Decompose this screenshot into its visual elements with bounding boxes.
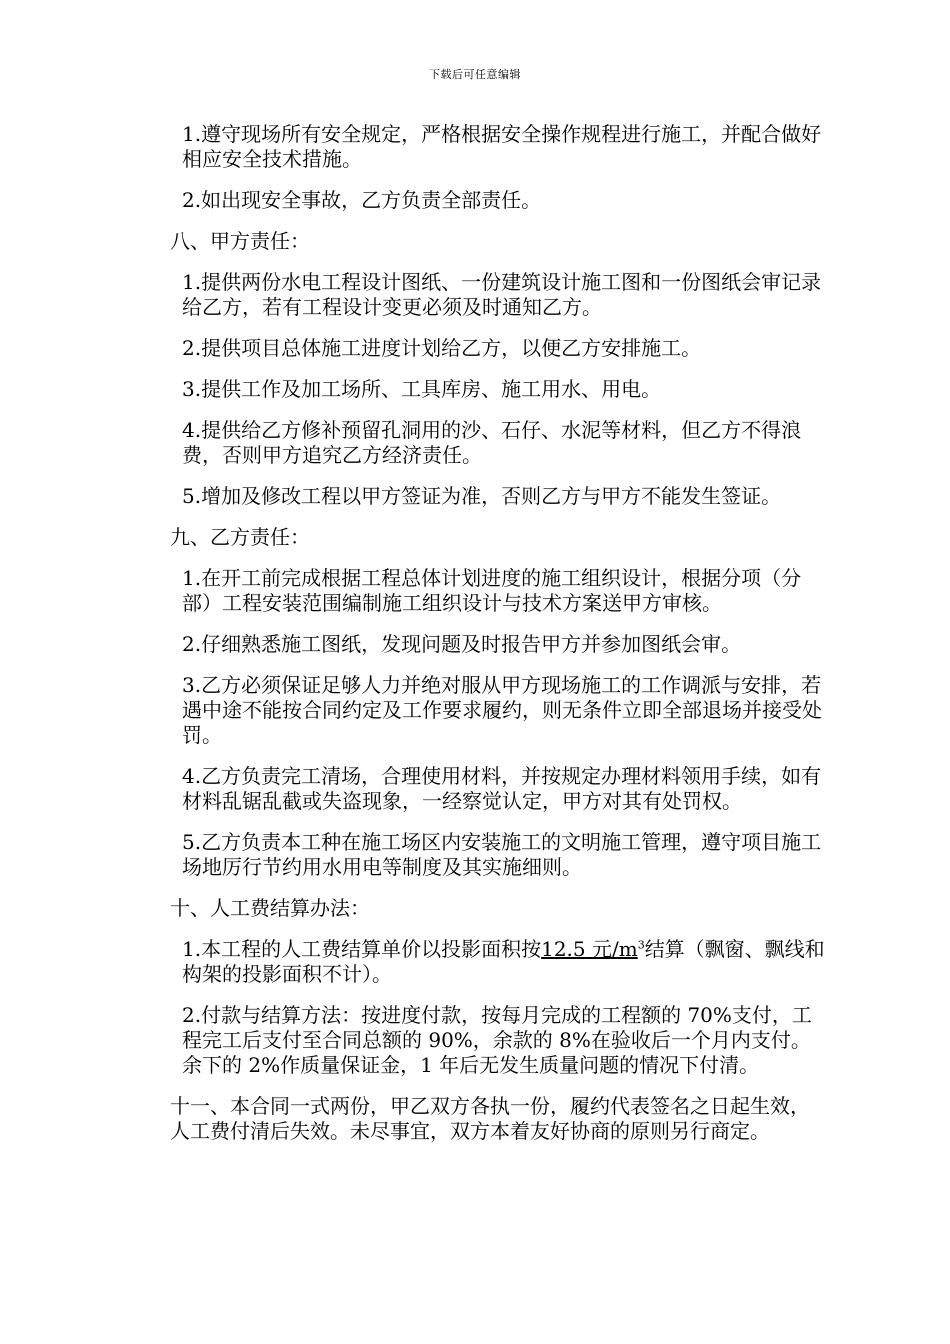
paragraph-party-a-2: 2.提供项目总体施工进度计划给乙方，以便乙方安排施工。 — [182, 336, 702, 360]
paragraph-settlement-1 — [170, 937, 825, 987]
paragraph-party-b-3: 3.乙方必须保证足够人力并绝对服从甲方现场施工的工作调派与安排，若遇中途不能按合同约定及工作要求履约，则无条件立即全部退场并接受处罚。 — [182, 673, 822, 747]
contract-body — [170, 122, 825, 1160]
paragraph-party-a-4: 4.提供给乙方修补预留孔洞用的沙、石仔、水泥等材料，但乙方不得浪费，否则甲方追究乙方经济责任。 — [182, 418, 802, 467]
paragraph-party-b-1: 1.在开工前完成根据工程总体计划进度的施工组织设计，根据分项（分部）工程安装范围编制施工组织设计与技术方案送甲方审核。 — [182, 566, 802, 615]
paragraph-party-a-3: 3.提供工作及加工场所、工具库房、施工用水、用电。 — [182, 377, 662, 401]
unit-price-number: 12.5 — [541, 937, 586, 961]
unit-price-value — [541, 937, 638, 961]
paragraph-party-b-2: 2.仔细熟悉施工图纸，发现问题及时报告甲方并参加图纸会审。 — [182, 632, 742, 656]
unit-price-unit: 元/m — [591, 937, 638, 961]
paragraph-contract-copies: 十一、本合同一式两份，甲乙双方各执一份，履约代表签名之日起生效，人工费付清后失效。未尽事宜，双方本着友好协商的原则另行商定。 — [170, 1094, 810, 1143]
settlement-text-post: 结算（飘窗、飘线和构架的投影面积不计）。 — [182, 937, 825, 986]
paragraph-party-b-5: 5.乙方负责本工种在施工场区内安装施工的文明施工管理，遵守项目施工场地厉行节约用水用电等制度及其实施细则。 — [182, 830, 822, 879]
settlement-text-pre: 1.本工程的人工费结算单价以投影面积按 — [182, 937, 542, 961]
paragraph-party-b-4: 4.乙方负责完工清场，合理使用材料，并按规定办理材料领用手续，如有材料乱锯乱截或失盗现象，一经察觉认定，甲方对其有处罚权。 — [182, 764, 822, 813]
unit-superscript: 3 — [637, 938, 645, 952]
paragraph-safety-rules: 1.遵守现场所有安全规定，严格根据安全操作规程进行施工，并配合做好相应安全技术措施。 — [182, 122, 822, 171]
page-header: 下载后可任意编辑 — [429, 68, 521, 81]
section-heading-settlement: 十、人工费结算办法： — [170, 896, 370, 920]
section-heading-party-a: 八、甲方责任： — [170, 229, 310, 253]
section-heading-party-b: 九、乙方责任： — [170, 525, 310, 549]
paragraph-party-a-1: 1.提供两份水电工程设计图纸、一份建筑设计施工图和一份图纸会审记录给乙方，若有工程设计变更必须及时通知乙方。 — [182, 270, 822, 319]
paragraph-safety-accident: 2.如出现安全事故，乙方负责全部责任。 — [182, 188, 542, 212]
paragraph-party-a-5: 5.增加及修改工程以甲方签证为准，否则乙方与甲方不能发生签证。 — [182, 484, 782, 508]
paragraph-settlement-2: 2.付款与结算方法：按进度付款，按每月完成的工程额的 70%支付，工程完工后支付至合同总额的 90%，余款的 8%在验收后一个月内支付。余下的 2%作质量保证金，1 年后无发生质量问题的情况下付清。 — [182, 1003, 812, 1077]
